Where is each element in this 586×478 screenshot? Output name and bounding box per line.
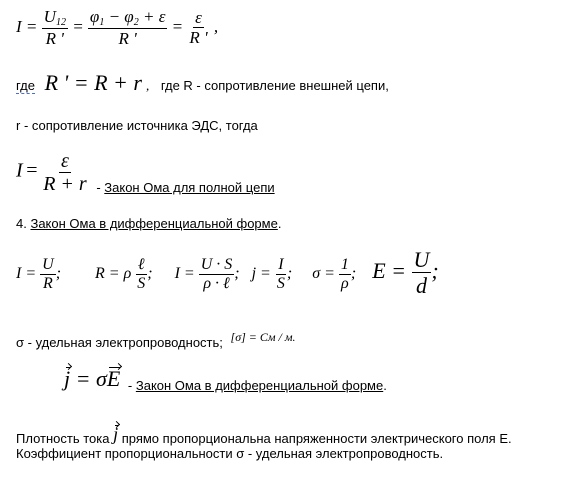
formula-lhs: I bbox=[16, 159, 23, 182]
formula-lhs: σ = bbox=[312, 265, 335, 283]
link-ohm-differential[interactable]: Закон Ома в дифференциальной форме bbox=[30, 216, 278, 231]
separator: ; bbox=[234, 265, 240, 283]
internal-resistance-line: r - сопротивление источника ЭДС, тогда bbox=[16, 118, 258, 133]
sigma-unit: [σ] = См / м. bbox=[230, 330, 296, 344]
link-ohm-differential-2[interactable]: Закон Ома в дифференциальной форме bbox=[135, 378, 384, 393]
subscript: 2 bbox=[133, 17, 139, 28]
formula-lhs: j = bbox=[251, 265, 271, 283]
link-ohm-full-circuit[interactable]: Закон Ома для полной цепи bbox=[104, 180, 275, 196]
denominator: R ' bbox=[189, 28, 208, 48]
separator: ; bbox=[286, 265, 293, 283]
denominator: S bbox=[276, 274, 285, 292]
formula-a bbox=[16, 256, 65, 292]
equals-sigma: = σ bbox=[70, 366, 107, 391]
formula-r-prime: R ' = R + r bbox=[44, 70, 142, 95]
formula-differential-row bbox=[64, 366, 387, 393]
sigma-line bbox=[16, 330, 296, 350]
where-text: где R - сопротивление внешней цепи, bbox=[160, 78, 389, 93]
sigma-text: σ - удельная электропроводность; bbox=[16, 335, 223, 350]
item-end: . bbox=[277, 216, 282, 231]
section-4-heading bbox=[16, 216, 281, 231]
equals-sign: = bbox=[25, 17, 38, 37]
numerator-part: − φ bbox=[104, 7, 134, 26]
formula-b bbox=[95, 256, 157, 292]
formula-lhs: R = ρ bbox=[95, 265, 132, 283]
numerator: ε bbox=[61, 150, 69, 172]
numerator: U bbox=[42, 256, 54, 274]
vector-e: E bbox=[106, 366, 121, 391]
separator: ; bbox=[350, 265, 357, 283]
numerator: ε bbox=[195, 7, 202, 27]
numerator: U · S bbox=[200, 256, 233, 274]
formula-tail: , bbox=[145, 78, 150, 93]
denominator: ρ bbox=[341, 274, 349, 292]
denominator: ρ · ℓ bbox=[203, 274, 230, 292]
denominator: R ' bbox=[45, 29, 64, 48]
formula-f bbox=[372, 247, 439, 299]
numerator: I bbox=[278, 256, 284, 274]
equals-sign: = bbox=[72, 17, 84, 37]
fraction-potential-diff bbox=[88, 8, 167, 49]
formula-lhs: I = bbox=[174, 265, 195, 283]
dash: - bbox=[127, 378, 136, 393]
separator: ; bbox=[147, 265, 153, 283]
paragraph-current-density bbox=[16, 424, 512, 461]
denominator: R + r bbox=[43, 173, 87, 195]
formulas-row bbox=[16, 248, 439, 298]
vector-j: j bbox=[64, 366, 71, 391]
subscript: 1 bbox=[99, 17, 105, 28]
formula-lhs: I bbox=[16, 17, 22, 37]
paragraph-line2: Коэффициент пропорциональности σ - удельная электропроводность. bbox=[16, 446, 444, 461]
numerator-part: + ε bbox=[138, 7, 166, 26]
paragraph-part1: Плотность тока bbox=[16, 431, 114, 446]
formula-lhs: E = bbox=[372, 258, 406, 284]
numerator: ℓ bbox=[137, 256, 145, 274]
formula-tail: , bbox=[213, 17, 219, 37]
formula-d bbox=[251, 256, 297, 292]
vector-j-inline: j bbox=[113, 424, 119, 444]
fraction-emf bbox=[187, 9, 209, 48]
paragraph-part2: прямо пропорциональна напряженности электрического поля Е. bbox=[118, 431, 512, 446]
formula-lhs: I = bbox=[16, 265, 37, 283]
formula-full-circuit-row bbox=[16, 150, 275, 196]
fraction-voltage-over-resistance bbox=[42, 8, 68, 49]
formula-c bbox=[174, 256, 244, 292]
link-end: . bbox=[383, 378, 387, 393]
formula-ohm-emf bbox=[16, 8, 218, 49]
subscript: 12 bbox=[55, 17, 66, 28]
denominator: S bbox=[137, 274, 146, 292]
numerator: U bbox=[413, 247, 430, 272]
item-number: 4. bbox=[16, 216, 31, 231]
numerator: 1 bbox=[340, 256, 349, 274]
separator: ; bbox=[55, 265, 62, 283]
denominator: R bbox=[43, 274, 53, 292]
equals-sign: = bbox=[26, 159, 38, 182]
denominator: R ' bbox=[118, 29, 137, 48]
separator: ; bbox=[431, 258, 439, 284]
where-prefix: где bbox=[16, 78, 35, 93]
dash: - bbox=[96, 180, 105, 196]
numerator: U bbox=[43, 7, 56, 26]
denominator: d bbox=[415, 273, 427, 299]
formula-vector-j bbox=[64, 366, 120, 391]
equals-sign: = bbox=[171, 17, 184, 37]
where-line bbox=[16, 70, 389, 96]
numerator-part: φ bbox=[89, 7, 100, 26]
formula-e bbox=[312, 256, 360, 292]
fraction-emf-over-total-resistance bbox=[41, 150, 89, 196]
